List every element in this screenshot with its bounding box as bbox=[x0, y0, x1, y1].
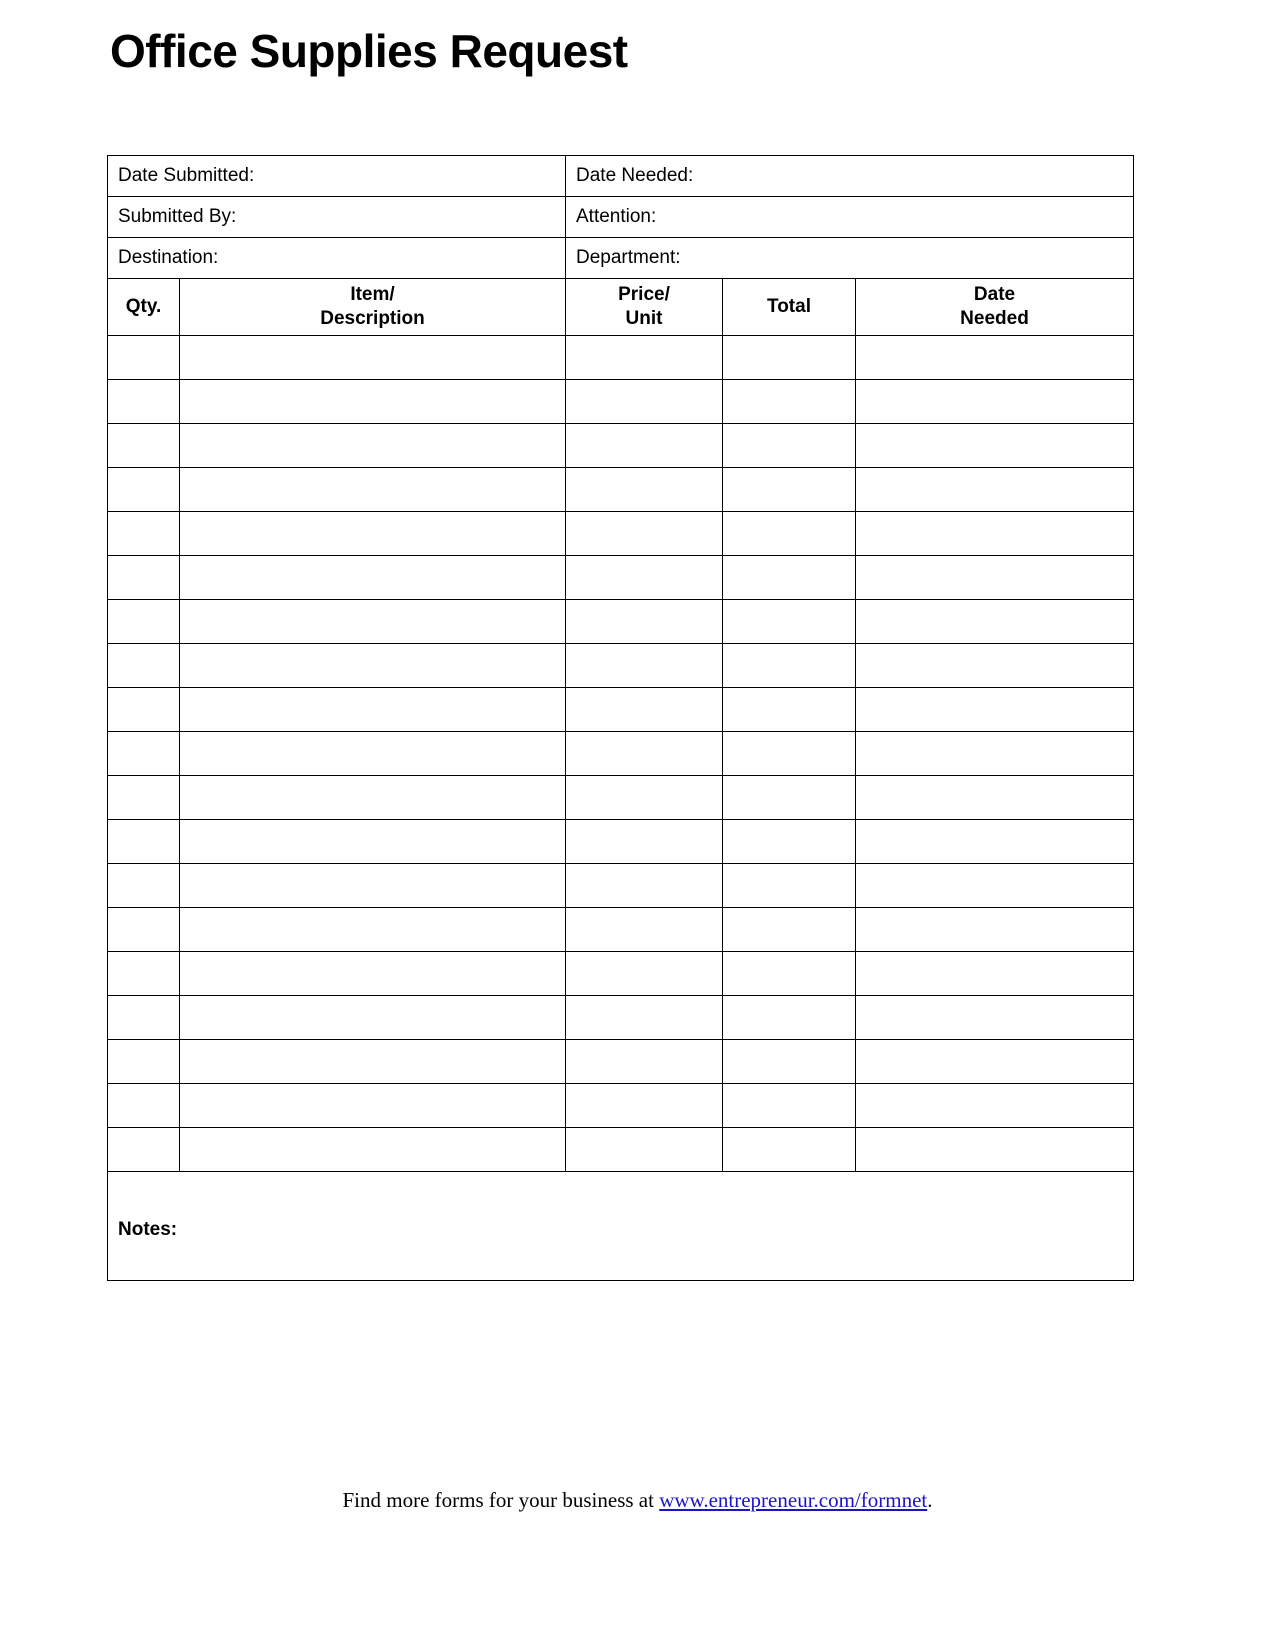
cell-date-needed[interactable] bbox=[856, 512, 1134, 556]
formnet-link[interactable]: www.entrepreneur.com/formnet bbox=[659, 1488, 928, 1512]
cell-date-needed[interactable] bbox=[856, 424, 1134, 468]
column-header-item-description bbox=[180, 279, 566, 336]
cell-total[interactable] bbox=[723, 820, 856, 864]
cell-qty[interactable] bbox=[108, 512, 180, 556]
column-header-item-line1: Item/ bbox=[350, 284, 395, 306]
header-row-2 bbox=[108, 197, 1134, 238]
cell-qty[interactable] bbox=[108, 908, 180, 952]
cell-date-needed[interactable] bbox=[856, 600, 1134, 644]
table-row bbox=[108, 952, 1134, 996]
cell-total[interactable] bbox=[723, 776, 856, 820]
cell-price-unit[interactable] bbox=[566, 1084, 723, 1128]
table-row bbox=[108, 908, 1134, 952]
cell-date-needed[interactable] bbox=[856, 1128, 1134, 1172]
cell-price-unit[interactable] bbox=[566, 600, 723, 644]
cell-price-unit[interactable] bbox=[566, 732, 723, 776]
column-header-price-line2: Unit bbox=[625, 308, 663, 329]
cell-total[interactable] bbox=[723, 556, 856, 600]
cell-qty[interactable] bbox=[108, 688, 180, 732]
cell-qty[interactable] bbox=[108, 1084, 180, 1128]
cell-date-needed[interactable] bbox=[856, 688, 1134, 732]
cell-total[interactable] bbox=[723, 468, 856, 512]
column-header-date-line1: Date bbox=[973, 284, 1016, 306]
cell-date-needed[interactable] bbox=[856, 776, 1134, 820]
footer bbox=[0, 1488, 1275, 1513]
cell-description[interactable] bbox=[180, 1040, 566, 1084]
cell-qty[interactable] bbox=[108, 864, 180, 908]
cell-date-needed[interactable] bbox=[856, 952, 1134, 996]
cell-price-unit[interactable] bbox=[566, 512, 723, 556]
table-row bbox=[108, 380, 1134, 424]
cell-qty[interactable] bbox=[108, 996, 180, 1040]
table-row bbox=[108, 996, 1134, 1040]
table-row bbox=[108, 336, 1134, 380]
column-header-total-line1: Total bbox=[767, 296, 811, 318]
cell-description[interactable] bbox=[180, 1128, 566, 1172]
cell-total[interactable] bbox=[723, 644, 856, 688]
cell-date-needed[interactable] bbox=[856, 380, 1134, 424]
cell-total[interactable] bbox=[723, 1084, 856, 1128]
field-destination[interactable]: Destination: bbox=[108, 238, 566, 279]
cell-total[interactable] bbox=[723, 864, 856, 908]
cell-qty[interactable] bbox=[108, 644, 180, 688]
table-row bbox=[108, 776, 1134, 820]
cell-qty[interactable] bbox=[108, 336, 180, 380]
cell-description[interactable] bbox=[180, 732, 566, 776]
field-date-needed[interactable]: Date Needed: bbox=[566, 156, 1134, 197]
cell-price-unit[interactable] bbox=[566, 996, 723, 1040]
column-header-date-line2: Needed bbox=[960, 308, 1029, 329]
cell-description[interactable] bbox=[180, 996, 566, 1040]
table-row bbox=[108, 424, 1134, 468]
cell-description[interactable] bbox=[180, 908, 566, 952]
cell-description[interactable] bbox=[180, 336, 566, 380]
cell-qty[interactable] bbox=[108, 556, 180, 600]
cell-date-needed[interactable] bbox=[856, 820, 1134, 864]
cell-total[interactable] bbox=[723, 1040, 856, 1084]
table-row bbox=[108, 600, 1134, 644]
cell-date-needed[interactable] bbox=[856, 908, 1134, 952]
table-row bbox=[108, 1084, 1134, 1128]
request-form bbox=[107, 155, 1133, 1281]
cell-date-needed[interactable] bbox=[856, 1040, 1134, 1084]
cell-qty[interactable] bbox=[108, 468, 180, 512]
cell-date-needed[interactable] bbox=[856, 864, 1134, 908]
cell-price-unit[interactable] bbox=[566, 380, 723, 424]
cell-price-unit[interactable] bbox=[566, 1040, 723, 1084]
table-row bbox=[108, 556, 1134, 600]
cell-date-needed[interactable] bbox=[856, 1084, 1134, 1128]
cell-date-needed[interactable] bbox=[856, 996, 1134, 1040]
column-header-item-line2: Description bbox=[320, 308, 425, 329]
notes-field[interactable] bbox=[108, 1172, 1134, 1281]
table-row bbox=[108, 512, 1134, 556]
cell-qty[interactable] bbox=[108, 1040, 180, 1084]
table-row bbox=[108, 688, 1134, 732]
notes-row bbox=[108, 1172, 1134, 1281]
cell-qty[interactable] bbox=[108, 820, 180, 864]
page-title: Office Supplies Request bbox=[110, 25, 628, 77]
column-header-total bbox=[723, 279, 856, 336]
cell-total[interactable] bbox=[723, 424, 856, 468]
cell-qty[interactable] bbox=[108, 1128, 180, 1172]
cell-description[interactable] bbox=[180, 512, 566, 556]
cell-qty[interactable] bbox=[108, 424, 180, 468]
table-header-row bbox=[108, 279, 1134, 336]
cell-total[interactable] bbox=[723, 688, 856, 732]
column-header-qty-line1: Qty. bbox=[125, 296, 162, 318]
table-row bbox=[108, 644, 1134, 688]
footer-text-after: . bbox=[927, 1488, 933, 1512]
field-date-submitted[interactable]: Date Submitted: bbox=[108, 156, 566, 197]
notes-label: Notes: bbox=[118, 1219, 178, 1240]
cell-total[interactable] bbox=[723, 512, 856, 556]
cell-description[interactable] bbox=[180, 776, 566, 820]
cell-date-needed[interactable] bbox=[856, 644, 1134, 688]
cell-price-unit[interactable] bbox=[566, 776, 723, 820]
cell-qty[interactable] bbox=[108, 732, 180, 776]
cell-date-needed[interactable] bbox=[856, 556, 1134, 600]
header-row-1 bbox=[108, 156, 1134, 197]
table-row bbox=[108, 732, 1134, 776]
cell-price-unit[interactable] bbox=[566, 688, 723, 732]
table-row bbox=[108, 864, 1134, 908]
field-submitted-by[interactable]: Submitted By: bbox=[108, 197, 566, 238]
cell-description[interactable] bbox=[180, 644, 566, 688]
cell-price-unit[interactable] bbox=[566, 644, 723, 688]
cell-description[interactable] bbox=[180, 468, 566, 512]
cell-date-needed[interactable] bbox=[856, 336, 1134, 380]
cell-description[interactable] bbox=[180, 556, 566, 600]
cell-price-unit[interactable] bbox=[566, 336, 723, 380]
cell-total[interactable] bbox=[723, 952, 856, 996]
cell-qty[interactable] bbox=[108, 600, 180, 644]
column-header-qty bbox=[108, 279, 180, 336]
cell-description[interactable] bbox=[180, 1084, 566, 1128]
footer-text-before: Find more forms for your business at bbox=[342, 1488, 660, 1512]
cell-total[interactable] bbox=[723, 1128, 856, 1172]
cell-price-unit[interactable] bbox=[566, 908, 723, 952]
field-attention[interactable]: Attention: bbox=[566, 197, 1134, 238]
table-row bbox=[108, 468, 1134, 512]
cell-date-needed[interactable] bbox=[856, 468, 1134, 512]
form-table bbox=[107, 155, 1134, 1281]
cell-description[interactable] bbox=[180, 380, 566, 424]
column-header-price-unit bbox=[566, 279, 723, 336]
cell-total[interactable] bbox=[723, 380, 856, 424]
cell-price-unit[interactable] bbox=[566, 864, 723, 908]
cell-date-needed[interactable] bbox=[856, 732, 1134, 776]
table-row bbox=[108, 1040, 1134, 1084]
cell-price-unit[interactable] bbox=[566, 468, 723, 512]
table-row bbox=[108, 1128, 1134, 1172]
cell-description[interactable] bbox=[180, 952, 566, 996]
cell-total[interactable] bbox=[723, 996, 856, 1040]
cell-price-unit[interactable] bbox=[566, 820, 723, 864]
column-header-price-line1: Price/ bbox=[618, 284, 670, 306]
cell-qty[interactable] bbox=[108, 380, 180, 424]
cell-price-unit[interactable] bbox=[566, 952, 723, 996]
cell-price-unit[interactable] bbox=[566, 556, 723, 600]
table-row bbox=[108, 820, 1134, 864]
header-row-3 bbox=[108, 238, 1134, 279]
cell-qty[interactable] bbox=[108, 952, 180, 996]
cell-price-unit[interactable] bbox=[566, 424, 723, 468]
cell-description[interactable] bbox=[180, 864, 566, 908]
cell-total[interactable] bbox=[723, 336, 856, 380]
field-department[interactable]: Department: bbox=[566, 238, 1134, 279]
cell-qty[interactable] bbox=[108, 776, 180, 820]
cell-description[interactable] bbox=[180, 600, 566, 644]
cell-total[interactable] bbox=[723, 908, 856, 952]
column-header-date-needed bbox=[856, 279, 1134, 336]
cell-description[interactable] bbox=[180, 820, 566, 864]
cell-description[interactable] bbox=[180, 424, 566, 468]
cell-total[interactable] bbox=[723, 732, 856, 776]
cell-description[interactable] bbox=[180, 688, 566, 732]
cell-total[interactable] bbox=[723, 600, 856, 644]
cell-price-unit[interactable] bbox=[566, 1128, 723, 1172]
